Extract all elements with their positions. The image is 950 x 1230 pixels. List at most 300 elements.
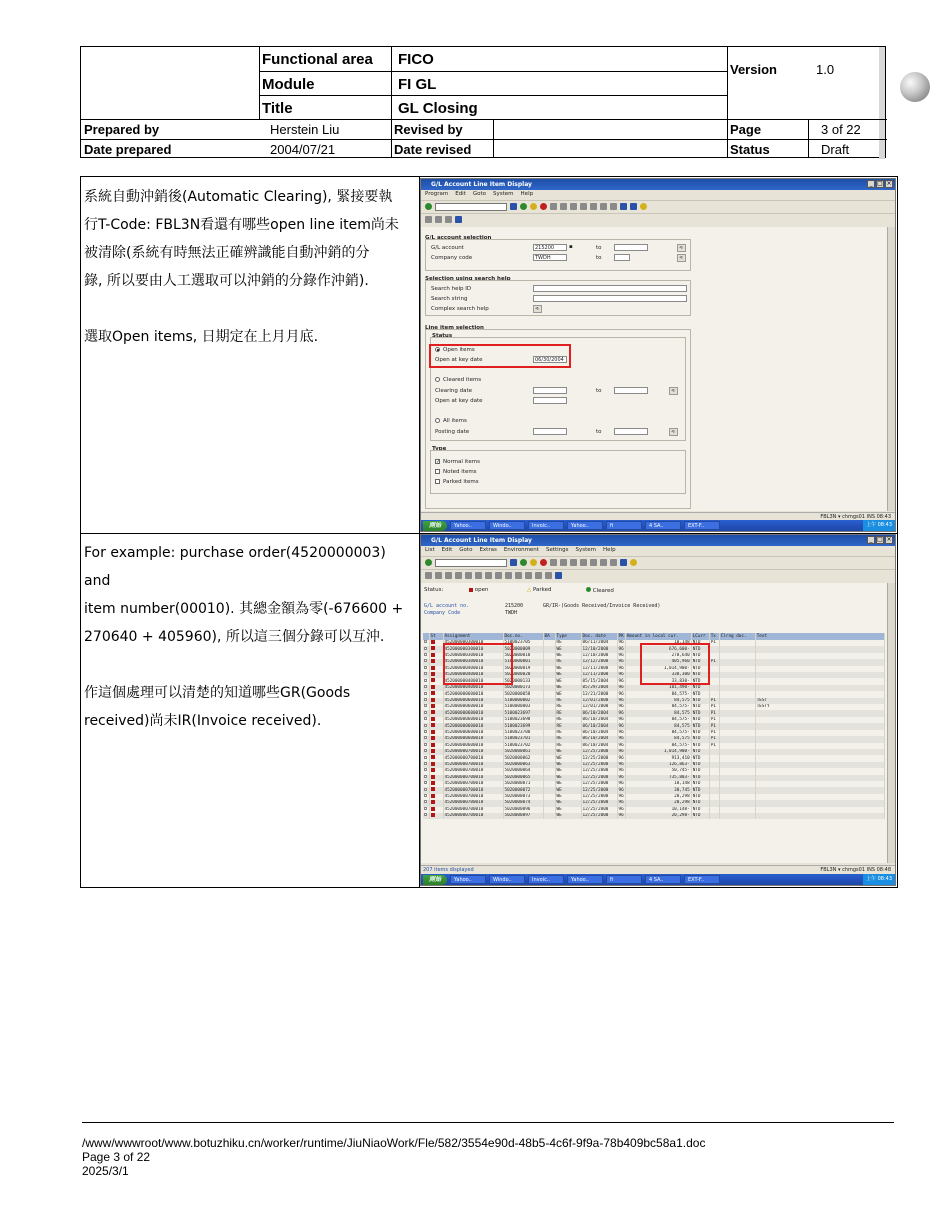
status-bar [421, 865, 895, 873]
cell-assignment: 452000000600010 [443, 704, 503, 710]
multiple-selection-icon[interactable]: ➪ [669, 387, 678, 395]
sap-line-item-list [420, 534, 896, 886]
list-icon[interactable] [445, 216, 452, 223]
col-type[interactable]: Type [555, 633, 581, 640]
menu-list[interactable]: List [425, 547, 435, 553]
save-icon[interactable] [510, 559, 517, 566]
cell-amount: 1,014,900- [625, 749, 691, 755]
cell-assignment: 452000000700010 [443, 794, 503, 800]
taskbar-item[interactable]: EXT-F.. [684, 521, 720, 530]
search-string-label: Search string [431, 296, 468, 302]
step2-instructions [84, 539, 414, 735]
cell-type: WE [555, 691, 581, 697]
gl-account-label: G/L account no. [424, 603, 470, 609]
clearing-date-label: Clearing date [435, 388, 473, 394]
cell-amount: 126,863- [625, 762, 691, 768]
info-icon[interactable] [455, 216, 462, 223]
cell-type: WE [555, 762, 581, 768]
exit-icon[interactable] [530, 559, 537, 566]
clearing-date-input[interactable] [533, 387, 567, 394]
cell-doc-date: 05/15/2004 [581, 678, 617, 684]
cell-doc-no: 5100023697 [503, 710, 543, 716]
menu-bar [421, 190, 895, 199]
cell-assignment: 452000000700010 [443, 781, 503, 787]
cell-doc-no: 5100000001 [503, 659, 543, 665]
variant-icon[interactable] [435, 216, 442, 223]
info-icon[interactable] [555, 572, 562, 579]
maximize-icon[interactable]: □ [877, 180, 883, 187]
save-icon[interactable] [510, 203, 517, 210]
sort-desc-icon[interactable] [495, 572, 502, 579]
taskbar-item[interactable]: fi [606, 521, 642, 530]
cell-doc-date: 12/21/2000 [581, 691, 617, 697]
cell-doc-no: 5100023702 [503, 743, 543, 749]
cell-doc-no: 5020000020 [503, 672, 543, 678]
cell-pk: 96 [618, 717, 624, 723]
find-next-icon[interactable] [570, 203, 577, 210]
cell-amount: 10,148- [625, 807, 691, 813]
noted-items-checkbox[interactable] [435, 469, 440, 474]
cell-assignment: 452000000700010 [443, 787, 503, 793]
cell-amount: 84,575 [625, 710, 691, 716]
step1-line1: 系統自動沖銷後(Automatic Clearing), 緊接要執 [84, 189, 393, 205]
start-button[interactable]: 開始 [423, 875, 447, 885]
cell-doc-no: 5020000133 [503, 678, 543, 684]
cell-pk: 96 [618, 672, 624, 678]
cell-doc-date: 12/25/2000 [581, 800, 617, 806]
prev-page-icon[interactable] [590, 203, 597, 210]
enter-icon[interactable] [425, 559, 432, 566]
date-prepared-label: Date prepared [84, 142, 172, 157]
find-icon[interactable] [560, 559, 567, 566]
footer-date: 2025/3/1 [82, 1164, 129, 1178]
vertical-scrollbar[interactable] [887, 583, 895, 863]
cell-tx: P1 [709, 736, 719, 742]
cell-type: WE [555, 755, 581, 761]
status-system-info: FBL3N ▾ chmgs01 INS 08:43 [820, 514, 891, 520]
page-footer [82, 1136, 705, 1178]
windows-taskbar [421, 520, 895, 531]
cell-assignment: 452000000600010 [443, 698, 503, 704]
cell-type: RE [555, 640, 581, 646]
cell-assignment: 452000000600010 [443, 710, 503, 716]
cell-type: WE [555, 800, 581, 806]
step2-line3: 270640 + 405960), 所以這三個分錄可以互沖. [84, 629, 385, 645]
cell-lcurr: NTD [691, 717, 709, 723]
taskbar-item[interactable]: fi [606, 875, 642, 884]
cell-doc-date: 12/25/2000 [581, 775, 617, 781]
cell-amount: 84,575- [625, 704, 691, 710]
command-field[interactable] [435, 203, 507, 211]
filter-icon[interactable] [505, 572, 512, 579]
taskbar-item[interactable]: 4 SA.. [645, 521, 681, 530]
menu-system[interactable]: System [493, 191, 514, 197]
taskbar-item[interactable]: Windo.. [489, 875, 525, 884]
gl-account-to-input[interactable] [614, 244, 648, 251]
command-field[interactable] [435, 559, 507, 567]
status-system-info: FBL3N ▾ chmgs01 INS 08:48 [820, 867, 891, 873]
col-pk[interactable]: PK [618, 633, 624, 639]
cell-assignment: 452000000400010 [443, 685, 503, 691]
posting-date-input[interactable] [533, 428, 567, 435]
open-key-date2-input[interactable] [533, 397, 567, 404]
help-icon[interactable] [630, 559, 637, 566]
multiple-selection-icon[interactable]: ➪ [669, 428, 678, 436]
cell-type: WE [555, 672, 581, 678]
search-string-input[interactable] [533, 295, 687, 302]
back-icon[interactable] [520, 559, 527, 566]
execute-icon[interactable] [425, 216, 432, 223]
cell-type: WE [555, 787, 581, 793]
footer-page-number: Page 3 of 22 [82, 1150, 151, 1164]
cell-lcurr: NTD [691, 749, 709, 755]
taskbar-item[interactable]: 4 SA.. [645, 875, 681, 884]
cell-type: RE [555, 723, 581, 729]
menu-help[interactable]: Help [520, 191, 534, 197]
new-session-icon[interactable] [620, 203, 627, 210]
menu-bar [421, 546, 895, 555]
title-label: Title [262, 99, 293, 117]
system-tray-clock: 上午 08:43 [863, 874, 895, 885]
col-tx[interactable]: Tx [709, 633, 719, 640]
cell-lcurr: NTD [691, 730, 709, 736]
taskbar-item[interactable]: Yahoo.. [450, 521, 486, 530]
gl-account-label: G/L account [431, 245, 464, 251]
application-toolbar [421, 213, 895, 225]
normal-items-label: Normal items [443, 459, 480, 465]
window-titlebar: G/L Account Line Item Display [421, 535, 895, 546]
all-items-radio[interactable] [435, 418, 440, 423]
cell-assignment: 452000000700010 [443, 775, 503, 781]
col-status[interactable]: St [429, 633, 443, 640]
menu-edit[interactable]: Edit [441, 547, 453, 553]
table-header-row [423, 633, 885, 640]
clearing-date-to-input[interactable] [614, 387, 648, 394]
cleared-items-radio[interactable] [435, 377, 440, 382]
cell-doc-date: 12/25/2000 [581, 794, 617, 800]
status-bar [421, 512, 895, 520]
taskbar-item[interactable]: Windo.. [489, 521, 525, 530]
print-icon[interactable] [550, 559, 557, 566]
search-help-id-label: Search help ID [431, 286, 472, 292]
complex-search-icon[interactable]: ➪ [533, 305, 542, 313]
next-page-icon[interactable] [600, 203, 607, 210]
open-key-date-input[interactable]: 06/30/2004 [533, 356, 567, 363]
cell-pk: 96 [618, 794, 624, 799]
help-icon[interactable] [640, 203, 647, 210]
footer-rule [82, 1122, 894, 1123]
cell-pk: 96 [618, 742, 624, 748]
menu-environment[interactable]: Environment [503, 547, 539, 553]
start-button[interactable]: 開始 [423, 521, 447, 531]
layout-icon[interactable] [535, 572, 542, 579]
prev-page-icon[interactable] [590, 559, 597, 566]
total-icon[interactable] [515, 572, 522, 579]
minimize-icon[interactable]: _ [867, 536, 875, 544]
taskbar-item[interactable]: Yahoo.. [450, 875, 486, 884]
taskbar-item[interactable]: EXT-F.. [684, 875, 720, 884]
cell-lcurr: NTD [691, 813, 709, 819]
sort-asc-icon[interactable] [485, 572, 492, 579]
cell-doc-no: 5020000097 [503, 813, 543, 819]
cell-amount: 84,575 [625, 698, 691, 704]
cell-amount: 84,575- [625, 691, 691, 697]
taskbar-item[interactable]: Yahoo.. [567, 521, 603, 530]
table-row[interactable] [423, 813, 885, 819]
cell-doc-date: 12/10/2000 [581, 646, 617, 652]
cell-type: WE [555, 775, 581, 781]
minimize-icon[interactable]: _ [867, 180, 875, 188]
taskbar-item[interactable]: Invoic.. [528, 521, 564, 530]
menu-goto[interactable]: Goto [472, 191, 487, 197]
functional-area-label: Functional area [262, 50, 373, 68]
col-lcurr[interactable]: LCurr [691, 633, 709, 640]
cell-type: RE [555, 710, 581, 716]
cell-doc-no: 5020000072 [503, 787, 543, 793]
step2-line2: item number(00010). 其總金額為零(-676600 + [84, 601, 404, 617]
normal-items-checkbox[interactable]: ✓ [436, 459, 441, 465]
cell-doc-no: 5100023701 [503, 736, 543, 742]
maximize-icon[interactable]: □ [877, 536, 883, 543]
cell-pk: 96 [618, 723, 624, 729]
last-page-icon[interactable] [610, 559, 617, 566]
complex-search-label: Complex search help [431, 306, 489, 312]
cell-lcurr: NTD [691, 659, 709, 665]
cell-pk: 96 [618, 768, 624, 774]
cell-tx [709, 813, 719, 819]
cell-amount: 84,575- [625, 730, 691, 736]
print-icon[interactable] [550, 203, 557, 210]
cell-assignment: 452000000300010 [443, 659, 503, 665]
items-displayed-message: 207 items displayed [423, 867, 474, 873]
cell-doc-date: 06/11/2004 [581, 640, 617, 646]
posting-date-to-input[interactable] [614, 428, 648, 435]
cell-lcurr: NTD [691, 755, 709, 761]
cell-doc-no: 5100000003 [503, 704, 543, 710]
cell-lcurr: NTD [691, 666, 709, 672]
highlight-box [429, 344, 571, 368]
cell-type: WE [555, 666, 581, 672]
to-label: to [596, 255, 602, 261]
cell-assignment: 452000000700010 [443, 755, 503, 761]
cell-doc-date: 12/25/2000 [581, 755, 617, 761]
cell-doc-date: 12/25/2000 [581, 787, 617, 793]
gl-account-input[interactable]: 215200 [533, 244, 567, 251]
cell-type: WE [555, 781, 581, 787]
page-label: Page [730, 122, 762, 137]
type-group-title: Type [432, 446, 447, 452]
cell-lcurr: NTD [691, 787, 709, 793]
cell-type: WE [555, 749, 581, 755]
cell-text [755, 813, 884, 819]
cell-text: TESTY [755, 704, 884, 710]
cell-pk: 96 [618, 736, 624, 742]
cell-doc-no: 5020000010 [503, 653, 543, 659]
company-code-to-input[interactable] [614, 254, 630, 261]
menu-extras[interactable]: Extras [479, 547, 497, 553]
cleared-status-label: Cleared [592, 588, 614, 594]
cancel-icon[interactable] [540, 203, 547, 210]
open-key-date2-label: Open at key date [435, 398, 483, 404]
cell-doc-date: 12/01/2000 [581, 698, 617, 704]
cell-amount: 10,148 [625, 640, 691, 646]
first-item-icon[interactable] [425, 572, 432, 579]
amount-highlight-box [640, 643, 710, 685]
first-page-icon[interactable] [580, 559, 587, 566]
menu-settings[interactable]: Settings [545, 547, 569, 553]
cell-doc-no: 5020000065 [503, 775, 543, 781]
prepared-by-value: Herstein Liu [270, 122, 340, 137]
cell-pk: 96 [618, 800, 624, 806]
cell-pk: 96 [618, 697, 624, 703]
cell-pk: 96 [618, 774, 624, 780]
cell-assignment: 452000000700010 [443, 813, 503, 819]
list-body [421, 583, 887, 863]
taskbar-item[interactable]: Yahoo.. [567, 875, 603, 884]
cell-doc-no: 5100000002 [503, 698, 543, 704]
cell-pk: 96 [618, 787, 624, 793]
new-session-icon[interactable] [620, 559, 627, 566]
cell-pk: 96 [618, 729, 624, 735]
change-doc-icon[interactable] [475, 572, 482, 579]
cell-doc-no: 5100023705 [503, 640, 543, 646]
search-help-id-input[interactable] [533, 285, 687, 292]
cell-assignment: 452000000300010 [443, 640, 503, 646]
last-page-icon[interactable] [610, 203, 617, 210]
cell-pk: 96 [618, 665, 624, 671]
cell-type: WE [555, 768, 581, 774]
cell-lcurr: NTD [691, 640, 709, 646]
cell-amount: 338,300 [625, 672, 691, 678]
assignment-highlight-box [443, 643, 513, 685]
col-assignment[interactable]: Assignment [443, 633, 503, 640]
cell-ba [543, 813, 555, 819]
menu-goto[interactable]: Goto [459, 547, 473, 553]
cell-tx: P1 [709, 640, 719, 646]
enter-icon[interactable] [425, 203, 432, 210]
match-icon[interactable]: ▪ [569, 244, 573, 250]
cell-doc-no: 5020000019 [503, 666, 543, 672]
prev-item-icon[interactable] [435, 572, 442, 579]
multiple-selection-icon[interactable]: ➪ [677, 254, 686, 262]
parked-items-checkbox[interactable] [435, 479, 440, 484]
last-item-icon[interactable] [455, 572, 462, 579]
find-next-icon[interactable] [570, 559, 577, 566]
first-page-icon[interactable] [580, 203, 587, 210]
date-prepared-value: 2004/07/21 [270, 142, 336, 157]
posting-date-label: Posting date [435, 429, 470, 435]
page-value: 3 of 22 [821, 122, 861, 137]
cell-type: WE [555, 646, 581, 652]
cell-doc-date: 12/25/2000 [581, 749, 617, 755]
subtotal-icon[interactable] [525, 572, 532, 579]
next-page-icon[interactable] [600, 559, 607, 566]
cell-pk: 96 [618, 761, 624, 767]
close-icon[interactable]: × [886, 180, 892, 187]
multiple-selection-icon[interactable]: ➪ [677, 244, 686, 252]
cell-doc-date: 12/12/2000 [581, 659, 617, 665]
cell-type: WE [555, 653, 581, 659]
step1-line5: 選取Open items, 日期定在上月月底. [84, 329, 319, 345]
menu-help[interactable]: Help [603, 547, 616, 553]
cell-amount: 10,148 [625, 781, 691, 787]
cell-type: RE [555, 730, 581, 736]
cell-amount: 913,410 [625, 755, 691, 761]
cell-tx: P1 [709, 704, 719, 710]
cell-amount: 20,298 [625, 800, 691, 806]
cell-type: RE [555, 736, 581, 742]
shortcut-icon[interactable] [630, 203, 637, 210]
cell-amount: 50,745- [625, 768, 691, 774]
export-icon[interactable] [545, 572, 552, 579]
back-icon[interactable] [520, 203, 527, 210]
cell-amount: 84,575 [625, 736, 691, 742]
module-label: Module [262, 75, 315, 93]
standard-toolbar [421, 200, 895, 212]
revised-by-label: Revised by [394, 122, 463, 137]
open-status-icon [469, 588, 473, 592]
menu-system[interactable]: System [575, 547, 597, 553]
cell-lcurr: NTD [691, 762, 709, 768]
menu-edit[interactable]: Edit [455, 191, 466, 197]
cell-doc-no: 5020000009 [503, 646, 543, 652]
status-value: Draft [821, 142, 850, 157]
next-item-icon[interactable] [445, 572, 452, 579]
company-code-input[interactable]: TWDH [533, 254, 567, 261]
gl-selection-title: G/L account selection [425, 235, 492, 241]
cell-doc-date: 12/25/2000 [581, 762, 617, 768]
cell-lcurr: NTD [691, 691, 709, 697]
open-items-label: Open items [443, 347, 475, 353]
cell-pk: 96 [618, 678, 624, 684]
cell-assignment: 452000000400010 [443, 666, 503, 672]
cell-amount: 676,600- [625, 646, 691, 652]
cancel-icon[interactable] [540, 559, 547, 566]
cell-amount: 20,298 [625, 794, 691, 800]
col-clrng-doc[interactable]: Clrng doc. [719, 633, 755, 640]
vertical-scrollbar[interactable] [887, 227, 895, 511]
version-value: 1.0 [816, 61, 835, 77]
cell-doc-date: 12/25/2000 [581, 781, 617, 787]
col-text[interactable]: Text [755, 633, 884, 640]
close-icon[interactable]: × [886, 536, 892, 543]
menu-program[interactable]: Program [425, 191, 449, 197]
cell-type: RE [555, 698, 581, 704]
taskbar-item[interactable]: Invoic.. [528, 875, 564, 884]
find-icon[interactable] [560, 203, 567, 210]
cell-clrng-doc [719, 813, 755, 819]
exit-icon[interactable] [530, 203, 537, 210]
display-doc-icon[interactable] [465, 572, 472, 579]
cell-tx: P1 [709, 723, 719, 729]
cell-assignment: 452000000600010 [443, 743, 503, 749]
step1-instructions [84, 183, 414, 351]
col-doc-date[interactable]: Doc. date [581, 633, 617, 640]
cell-lcurr: NTD [691, 775, 709, 781]
col-doc-no[interactable]: Doc.no. [503, 633, 543, 640]
step2-line5: received)尚未IR(Invoice received). [84, 713, 322, 729]
cell-lcurr: NTD [691, 800, 709, 806]
col-amount[interactable]: Amount in local cur. [625, 633, 691, 640]
cell-doc-no: 5020000061 [503, 749, 543, 755]
col-ba[interactable]: BA [543, 633, 555, 640]
module-value: FI GL [398, 75, 437, 93]
cell-assignment: 452000000400010 [443, 672, 503, 678]
cell-pk: 96 [618, 691, 624, 697]
cell-doc-no: 5020000173 [503, 685, 543, 691]
cell-pk: 96 [618, 685, 624, 691]
all-items-label: All items [443, 418, 467, 424]
